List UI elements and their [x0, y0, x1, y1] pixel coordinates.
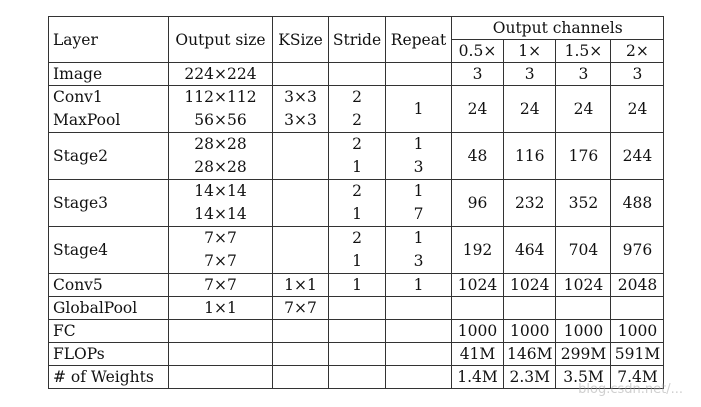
stride-1: 2: [352, 182, 362, 200]
stride-2: 1: [352, 158, 362, 176]
channels-2x: 1000: [611, 320, 664, 343]
stride: [329, 180, 386, 227]
header-output-channels: Output channels: [452, 17, 664, 40]
channels-1x: 1024: [504, 274, 556, 297]
header-output-size: Output size: [169, 17, 273, 63]
watermark: blog.csdn.net/...: [578, 382, 683, 397]
stride: [329, 86, 386, 133]
channels-0.5x: [452, 297, 504, 320]
stride: [329, 320, 386, 343]
stride-maxpool: 2: [352, 111, 362, 129]
channels-0.5x: 1024: [452, 274, 504, 297]
header-channel-2x: 2×: [611, 40, 664, 63]
channels-1.5x: 1024: [556, 274, 611, 297]
ksize-conv1: 3×3: [284, 88, 317, 106]
repeat: [386, 227, 452, 274]
repeat-1: 1: [413, 229, 424, 247]
header-repeat: Repeat: [386, 17, 452, 63]
flops-2x: 591M: [611, 343, 664, 366]
layer-name: FLOPs: [49, 343, 169, 366]
architecture-table: [48, 16, 664, 389]
output-size-2: 28×28: [194, 158, 247, 176]
ksize: [273, 366, 329, 389]
channels-0.5x: 192: [452, 227, 504, 274]
output-size-1: 7×7: [204, 229, 237, 247]
repeat-2: 3: [413, 158, 424, 176]
layer-name: GlobalPool: [49, 297, 169, 320]
channels-2x: 24: [611, 86, 664, 133]
layer-name: [49, 86, 169, 133]
output-size: [169, 366, 273, 389]
repeat: [386, 133, 452, 180]
channels-0.5x: 24: [452, 86, 504, 133]
output-size-1: 14×14: [194, 182, 247, 200]
stride: [329, 227, 386, 274]
channels-2x: 2048: [611, 274, 664, 297]
ksize: [273, 320, 329, 343]
output-size-1: 28×28: [194, 135, 247, 153]
stride-2: 1: [352, 205, 362, 223]
layer-name: FC: [49, 320, 169, 343]
flops-1x: 146M: [504, 343, 556, 366]
header-stride: Stride: [329, 17, 386, 63]
layer-name: Conv5: [49, 274, 169, 297]
channels-0.5x: 48: [452, 133, 504, 180]
ksize-maxpool: 3×3: [284, 111, 317, 129]
channels-1.5x: 3: [556, 63, 611, 86]
output-size-2: 7×7: [204, 252, 237, 270]
row-conv1-maxpool: [49, 86, 664, 133]
header-channel-1.5x: 1.5×: [556, 40, 611, 63]
ksize: [273, 227, 329, 274]
stride-2: 1: [352, 252, 362, 270]
channels-1.5x: [556, 297, 611, 320]
repeat: [386, 366, 452, 389]
row-stage4: [49, 227, 664, 274]
stride: [329, 366, 386, 389]
repeat: [386, 297, 452, 320]
layer-name: # of Weights: [49, 366, 169, 389]
output-size-maxpool: 56×56: [194, 111, 247, 129]
header-channel-1x: 1×: [504, 40, 556, 63]
channels-0.5x: 3: [452, 63, 504, 86]
repeat: 1: [386, 274, 452, 297]
repeat: [386, 320, 452, 343]
output-size-conv1: 112×112: [184, 88, 257, 106]
row-stage3: [49, 180, 664, 227]
repeat: [386, 180, 452, 227]
repeat: [386, 343, 452, 366]
stride: [329, 133, 386, 180]
weights-1.5x: 3.5M: [556, 366, 611, 389]
channels-1x: [504, 297, 556, 320]
stride: [329, 343, 386, 366]
row-conv5: [49, 274, 664, 297]
repeat-2: 7: [413, 205, 424, 223]
ksize: [273, 133, 329, 180]
row-globalpool: [49, 297, 664, 320]
channels-1x: 3: [504, 63, 556, 86]
output-size: 7×7: [169, 274, 273, 297]
channels-0.5x: 1000: [452, 320, 504, 343]
row-fc: [49, 320, 664, 343]
stride-1: 2: [352, 135, 362, 153]
channels-2x: 488: [611, 180, 664, 227]
channels-2x: 976: [611, 227, 664, 274]
layer-name: Image: [49, 63, 169, 86]
output-size-2: 14×14: [194, 205, 247, 223]
channels-2x: [611, 297, 664, 320]
output-size: [169, 133, 273, 180]
header-row-1: [49, 17, 664, 40]
ksize: 1×1: [273, 274, 329, 297]
stride: [329, 63, 386, 86]
layer-name: Stage2: [49, 133, 169, 180]
ksize: [273, 63, 329, 86]
header-layer: Layer: [49, 17, 169, 63]
channels-1x: 232: [504, 180, 556, 227]
repeat-1: 1: [413, 182, 424, 200]
ksize: [273, 86, 329, 133]
row-flops: [49, 343, 664, 366]
row-stage2: [49, 133, 664, 180]
layer-name-maxpool: MaxPool: [53, 111, 121, 129]
ksize: [273, 180, 329, 227]
channels-2x: 3: [611, 63, 664, 86]
channels-1.5x: 352: [556, 180, 611, 227]
stride: [329, 297, 386, 320]
output-size: [169, 180, 273, 227]
channels-1x: 464: [504, 227, 556, 274]
output-size: [169, 227, 273, 274]
stride-conv1: 2: [352, 88, 362, 106]
channels-1.5x: 176: [556, 133, 611, 180]
ksize: 7×7: [273, 297, 329, 320]
channels-1.5x: 704: [556, 227, 611, 274]
row-image: [49, 63, 664, 86]
repeat-1: 1: [413, 135, 424, 153]
stride: 1: [329, 274, 386, 297]
channels-2x: 244: [611, 133, 664, 180]
output-size: [169, 320, 273, 343]
repeat: [386, 63, 452, 86]
weights-1x: 2.3M: [504, 366, 556, 389]
channels-1.5x: 1000: [556, 320, 611, 343]
repeat-2: 3: [413, 252, 424, 270]
channels-1x: 116: [504, 133, 556, 180]
stride-1: 2: [352, 229, 362, 247]
row-weights: [49, 366, 664, 389]
channels-1x: 1000: [504, 320, 556, 343]
channels-1.5x: 24: [556, 86, 611, 133]
flops-1.5x: 299M: [556, 343, 611, 366]
output-size: 1×1: [169, 297, 273, 320]
output-size: [169, 343, 273, 366]
flops-0.5x: 41M: [452, 343, 504, 366]
repeat: 1: [386, 86, 452, 133]
header-ksize: KSize: [273, 17, 329, 63]
layer-name: Stage3: [49, 180, 169, 227]
layer-name: Stage4: [49, 227, 169, 274]
layer-name-conv1: Conv1: [53, 88, 103, 106]
architecture-table-container: [48, 16, 664, 389]
output-size: [169, 86, 273, 133]
ksize: [273, 343, 329, 366]
header-channel-0.5x: 0.5×: [452, 40, 504, 63]
channels-0.5x: 96: [452, 180, 504, 227]
channels-1x: 24: [504, 86, 556, 133]
output-size: 224×224: [169, 63, 273, 86]
weights-0.5x: 1.4M: [452, 366, 504, 389]
weights-2x: 7.4M: [611, 366, 664, 389]
